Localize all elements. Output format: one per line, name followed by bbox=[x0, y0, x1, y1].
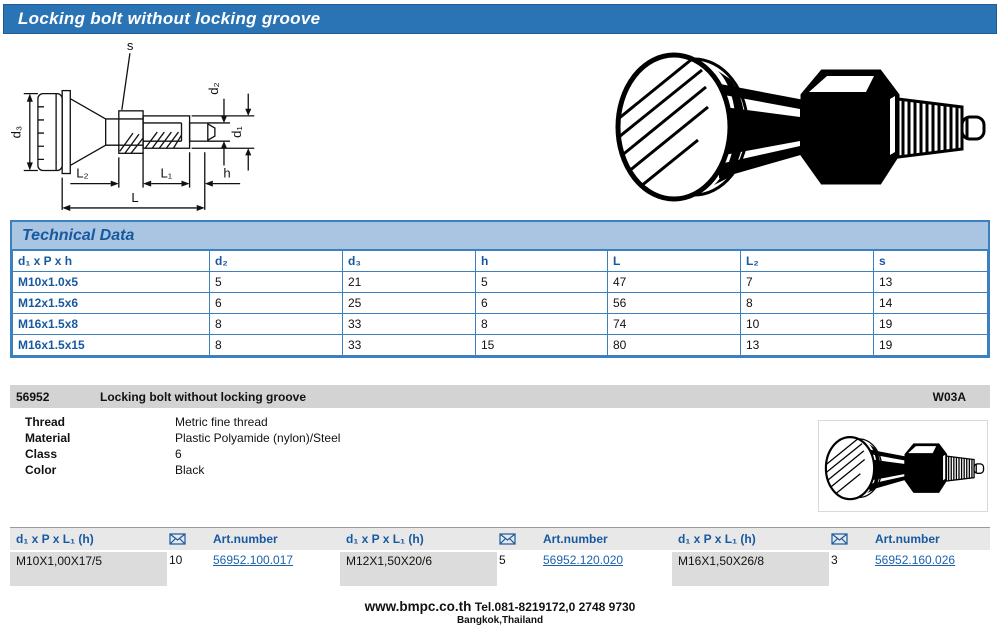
cell: 5 bbox=[210, 272, 343, 293]
cell: 56 bbox=[608, 293, 741, 314]
dim-label-L2: L₂ bbox=[76, 165, 89, 181]
technical-data-header bbox=[12, 222, 988, 250]
product-group-code: W03A bbox=[932, 389, 966, 404]
table-row bbox=[13, 293, 988, 314]
col-header: d₃ bbox=[343, 251, 476, 272]
cell: 8 bbox=[476, 314, 608, 335]
technical-data-section bbox=[10, 220, 990, 358]
cell: 80 bbox=[608, 335, 741, 356]
cell: 13 bbox=[741, 335, 874, 356]
table-row bbox=[13, 314, 988, 335]
order-col-dimension: d₁ x P x L₁ (h) bbox=[678, 532, 756, 546]
footer-phone: Tel.081-8219172,0 2748 9730 bbox=[471, 600, 636, 614]
order-pack-qty: 10 bbox=[169, 553, 183, 567]
art-number-link[interactable]: 56952.100.017 bbox=[213, 553, 294, 567]
dim-label-h: h bbox=[223, 165, 231, 181]
cell: 33 bbox=[343, 335, 476, 356]
art-number-link[interactable]: 56952.120.020 bbox=[543, 553, 624, 567]
order-pack-qty: 3 bbox=[831, 553, 838, 567]
order-dimension: M16X1,50X26/8 bbox=[672, 552, 829, 586]
cell: 8 bbox=[741, 293, 874, 314]
page-title-bar bbox=[3, 4, 997, 34]
cell: 25 bbox=[343, 293, 476, 314]
spec-value: Black bbox=[175, 463, 205, 477]
dim-label-d3: d₃ bbox=[8, 125, 24, 139]
col-header: L bbox=[608, 251, 741, 272]
spec-label: Material bbox=[25, 431, 71, 445]
footer-city: Bangkok,Thailand bbox=[456, 615, 544, 626]
product-number: 56952 bbox=[16, 389, 50, 404]
dim-label-d2: d₂ bbox=[205, 82, 221, 95]
dim-label-s: s bbox=[126, 38, 134, 54]
col-header: s bbox=[874, 251, 988, 272]
spec-value: Plastic Polyamide (nylon)/Steel bbox=[175, 431, 341, 445]
order-col-dimension: d₁ x P x L₁ (h) bbox=[346, 532, 424, 546]
spec-row bbox=[25, 414, 545, 430]
cell: 5 bbox=[476, 272, 608, 293]
table-row bbox=[13, 335, 988, 356]
dim-label-L: L bbox=[131, 189, 139, 205]
order-pack-qty: 5 bbox=[499, 553, 506, 567]
product-header-bar bbox=[10, 385, 990, 408]
cell: 74 bbox=[608, 314, 741, 335]
spec-row bbox=[25, 430, 545, 446]
art-number-link[interactable]: 56952.160.026 bbox=[875, 553, 956, 567]
product-thumbnail bbox=[818, 420, 988, 512]
order-col-artnumber: Art.number bbox=[213, 532, 278, 546]
order-col-artnumber: Art.number bbox=[543, 532, 608, 546]
envelope-icon bbox=[167, 533, 213, 545]
cell: 15 bbox=[476, 335, 608, 356]
envelope-icon bbox=[497, 533, 543, 545]
product-specs bbox=[25, 414, 545, 478]
technical-data-table bbox=[12, 250, 988, 356]
spec-row bbox=[25, 462, 545, 478]
cell: 14 bbox=[874, 293, 988, 314]
technical-drawing bbox=[8, 36, 264, 216]
order-dimension: M12X1,50X20/6 bbox=[340, 552, 497, 586]
cell-size: M10x1.0x5 bbox=[13, 272, 210, 293]
spec-value: 6 bbox=[175, 447, 182, 461]
cell: 21 bbox=[343, 272, 476, 293]
cell: 6 bbox=[210, 293, 343, 314]
cell: 33 bbox=[343, 314, 476, 335]
table-row bbox=[13, 272, 988, 293]
order-dimension: M10X1,00X17/5 bbox=[10, 552, 167, 586]
table-header-row bbox=[13, 251, 988, 272]
order-table bbox=[10, 527, 990, 586]
cell-size: M12x1.5x6 bbox=[13, 293, 210, 314]
cell: 8 bbox=[210, 335, 343, 356]
cell: 19 bbox=[874, 335, 988, 356]
spec-label: Class bbox=[25, 447, 58, 461]
footer bbox=[0, 599, 1000, 626]
technical-data-title: Technical Data bbox=[22, 226, 135, 244]
cell-size: M16x1.5x15 bbox=[13, 335, 210, 356]
dim-label-d1: d₁ bbox=[229, 126, 245, 138]
cell: 6 bbox=[476, 293, 608, 314]
spec-label: Color bbox=[25, 463, 57, 477]
cell-size: M16x1.5x8 bbox=[13, 314, 210, 335]
spec-row bbox=[25, 446, 545, 462]
col-header: L₂ bbox=[741, 251, 874, 272]
col-header: d₁ x P x h bbox=[13, 251, 210, 272]
cell: 47 bbox=[608, 272, 741, 293]
cell: 13 bbox=[874, 272, 988, 293]
col-header: h bbox=[476, 251, 608, 272]
cell: 19 bbox=[874, 314, 988, 335]
order-col-artnumber: Art.number bbox=[875, 532, 940, 546]
product-photo bbox=[602, 36, 992, 208]
order-table-row bbox=[10, 551, 990, 586]
spec-value: Metric fine thread bbox=[175, 415, 268, 429]
order-col-dimension: d₁ x P x L₁ (h) bbox=[16, 532, 94, 546]
order-table-header bbox=[10, 528, 990, 551]
envelope-icon bbox=[829, 533, 875, 545]
cell: 10 bbox=[741, 314, 874, 335]
footer-website: www.bmpc.co.th bbox=[364, 599, 472, 614]
spec-label: Thread bbox=[25, 415, 66, 429]
page-title: Locking bolt without locking groove bbox=[18, 9, 321, 28]
cell: 8 bbox=[210, 314, 343, 335]
product-name: Locking bolt without locking groove bbox=[100, 389, 306, 404]
cell: 7 bbox=[741, 272, 874, 293]
dim-label-L1: L₁ bbox=[160, 165, 173, 181]
col-header: d₂ bbox=[210, 251, 343, 272]
